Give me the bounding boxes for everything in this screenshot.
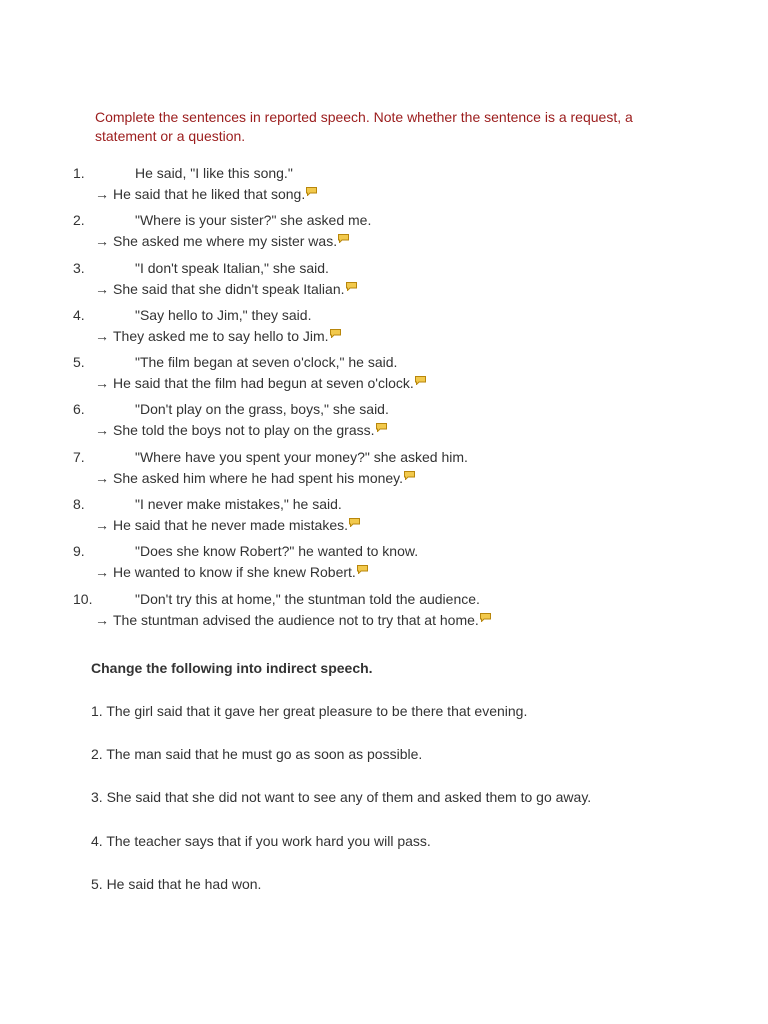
- exercise-item: [0, 495, 768, 542]
- arrow-icon: →: [95, 422, 109, 439]
- reported-speech-answer: [95, 185, 317, 203]
- arrow-icon: →: [95, 517, 109, 534]
- exercise-item: [0, 306, 768, 353]
- exercise-item: [0, 353, 768, 400]
- exercise-instructions: Complete the sentences in reported speech. Note whether the sentence is a request, a statement or a question.: [95, 109, 633, 144]
- direct-speech-prompt: "Where have you spent your money?" she asked him.: [135, 448, 468, 465]
- item-number: 6.: [73, 401, 85, 418]
- exercise-item: [0, 448, 768, 495]
- direct-speech-prompt: "The film began at seven o'clock," he said.: [135, 354, 398, 371]
- answer-text: She told the boys not to play on the grass.: [113, 422, 375, 439]
- list-item: 3. She said that she did not want to see any of them and asked them to go away.: [91, 789, 592, 806]
- reported-speech-answer: [95, 232, 349, 250]
- exercise-list: [0, 164, 768, 637]
- answer-text: The stuntman advised the audience not to try that at home.: [113, 611, 479, 628]
- item-number: 4.: [73, 306, 85, 323]
- exercise-item: [0, 211, 768, 258]
- direct-speech-prompt: "I don't speak Italian," she said.: [135, 259, 329, 276]
- arrow-icon: →: [95, 233, 109, 250]
- answer-text: She asked me where my sister was.: [113, 233, 338, 250]
- reported-speech-answer: [95, 516, 360, 534]
- exercise-item: [0, 590, 768, 637]
- comment-icon[interactable]: [376, 423, 387, 432]
- answer-text: She said that she didn't speak Italian.: [113, 280, 345, 297]
- direct-speech-prompt: He said, "I like this song.": [135, 165, 293, 181]
- answer-text: He wanted to know if she knew Robert.: [113, 564, 356, 581]
- comment-icon[interactable]: [330, 329, 341, 338]
- item-number: 9.: [73, 543, 85, 560]
- item-number: 10.: [73, 590, 93, 607]
- direct-speech-prompt: "Don't play on the grass, boys," she said.: [135, 401, 389, 418]
- direct-speech-prompt: "Don't try this at home," the stuntman told the audience.: [135, 590, 480, 607]
- answer-text: He said that he liked that song.: [113, 186, 306, 202]
- section-heading: Change the following into indirect speech.: [91, 660, 373, 676]
- item-number: 7.: [73, 448, 85, 465]
- comment-icon[interactable]: [415, 376, 426, 385]
- exercise-item: [0, 259, 768, 306]
- direct-speech-prompt: "Does she know Robert?" he wanted to know.: [135, 543, 419, 560]
- direct-speech-prompt: "I never make mistakes," he said.: [135, 496, 342, 513]
- comment-icon[interactable]: [338, 234, 349, 243]
- reported-speech-answer: [95, 563, 368, 581]
- list-item: 5. He said that he had won.: [91, 875, 262, 892]
- exercise-item: [0, 164, 768, 211]
- arrow-icon: →: [95, 564, 109, 581]
- arrow-icon: →: [95, 327, 109, 344]
- list-item: 4. The teacher says that if you work hard you will pass.: [91, 832, 431, 849]
- comment-icon[interactable]: [480, 613, 491, 622]
- item-number: 3.: [73, 259, 85, 276]
- item-number: 5.: [73, 354, 85, 371]
- arrow-icon: →: [95, 611, 109, 628]
- comment-icon[interactable]: [346, 282, 357, 291]
- exercise-item: [0, 400, 768, 447]
- direct-speech-prompt: "Say hello to Jim," they said.: [135, 306, 312, 323]
- answer-text: They asked me to say hello to Jim.: [113, 327, 329, 344]
- reported-speech-answer: [95, 469, 415, 487]
- reported-speech-answer: [95, 374, 426, 392]
- reported-speech-answer: [95, 421, 387, 439]
- reported-speech-answer: [95, 327, 341, 345]
- reported-speech-answer: [95, 611, 491, 629]
- comment-icon[interactable]: [306, 187, 317, 196]
- arrow-icon: →: [95, 469, 109, 486]
- item-number: 2.: [73, 212, 85, 229]
- indirect-speech-list: [91, 702, 591, 918]
- direct-speech-prompt: "Where is your sister?" she asked me.: [135, 212, 372, 229]
- item-number: 1.: [73, 165, 85, 181]
- arrow-icon: →: [95, 375, 109, 392]
- arrow-icon: →: [95, 280, 109, 297]
- list-item: 2. The man said that he must go as soon as possible.: [91, 746, 423, 763]
- comment-icon[interactable]: [357, 565, 368, 574]
- arrow-icon: →: [95, 186, 109, 202]
- answer-text: He said that the film had begun at seven o'clock.: [113, 375, 414, 392]
- exercise-item: [0, 542, 768, 589]
- reported-speech-answer: [95, 280, 357, 298]
- comment-icon[interactable]: [349, 518, 360, 527]
- list-item: 1. The girl said that it gave her great pleasure to be there that evening.: [91, 703, 528, 719]
- answer-text: He said that he never made mistakes.: [113, 517, 349, 534]
- answer-text: She asked him where he had spent his money.: [113, 469, 404, 486]
- comment-icon[interactable]: [404, 471, 415, 480]
- item-number: 8.: [73, 496, 85, 513]
